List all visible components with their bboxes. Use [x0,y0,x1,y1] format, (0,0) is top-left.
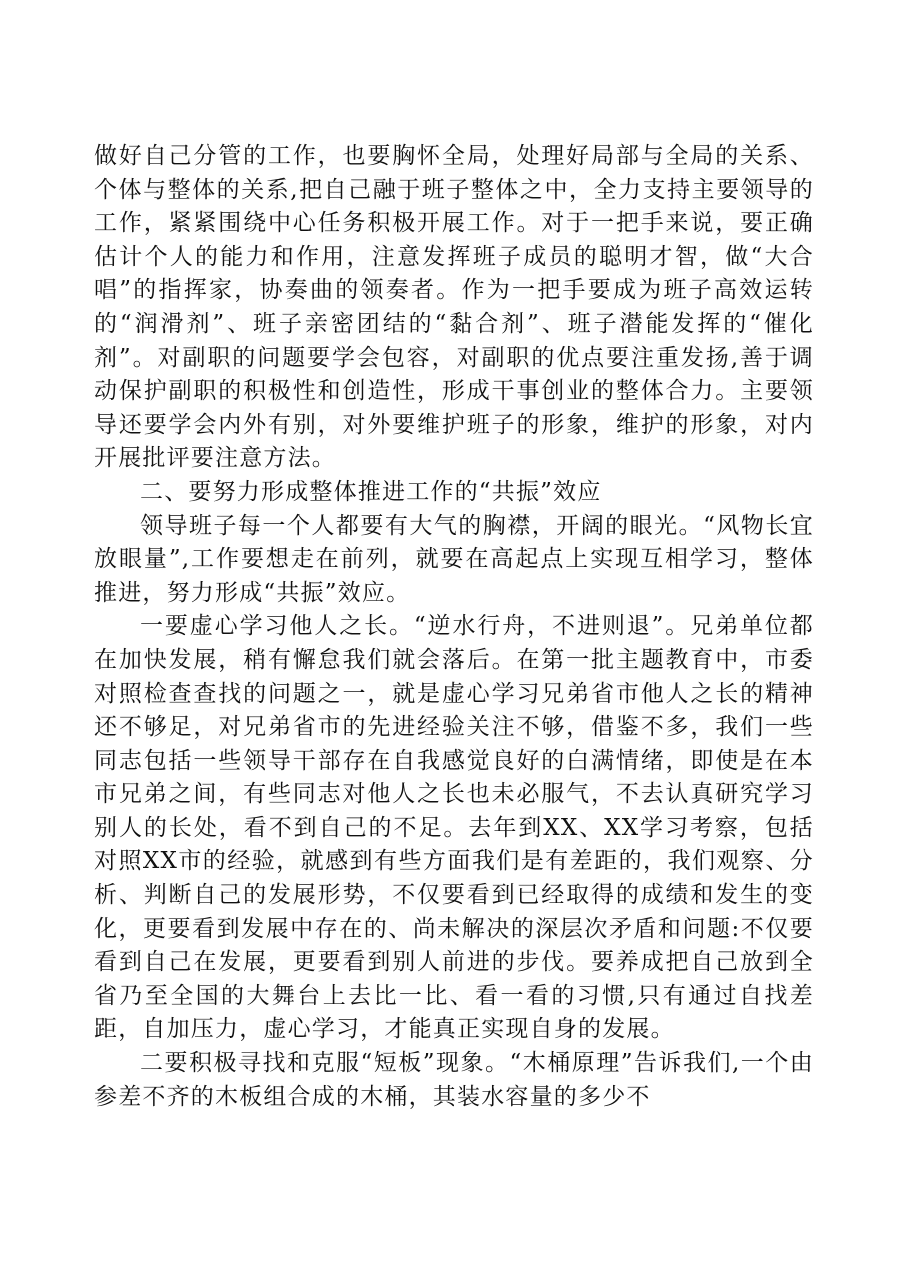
paragraph-learn-from-others: 一要虚心学习他人之长。“逆水行舟，不进则退”。兄弟单位都在加快发展，稍有懈怠我们就会落后。在第一批主题教育中，市委对照检查查找的问题之一，就是虚心学习兄弟省市他人之长的精神还不够足，对兄弟省市的先进经验关注不够，借鉴不多，我们一些同志包括一些领导干部存在自我感觉良好的白满情绪，即使是在本市兄弟之间，有些同志对他人之长也未必服气，不去认真研究学习别人的长处，看不到自己的不足。去年到XX、XX学习考察，包括对照XX市的经验，就感到有些方面我们是有差距的，我们观察、分析、判断自己的发展形势，不仅要看到已经取得的成绩和发生的变化，更要看到发展中存在的、尚未解决的深层次矛盾和问题:不仅要看到自己在发展，更要看到别人前进的步伐。要养成把自己放到全省乃至全国的大舞台上去比一比、看一看的习惯,只有通过自找差距，自加压力，虚心学习，才能真正实现自身的发展。 [94,613,814,1043]
paragraph-leadership-cooperation: 做好自己分管的工作，也要胸怀全局，处理好局部与全局的关系、个体与整体的关系,把自己融于班子整体之中，全力支持主要领导的工作，紧紧围绕中心任务积极开展工作。对于一把手来说，要正确估计个人的能力和作用，注意发挥班子成员的聪明才智，做“大合唱”的指挥家，协奏曲的领奏者。作为一把手要成为班子高效运转的“润滑剂”、班子亲密团结的“黏合剂”、班子潜能发挥的“催化剂”。对副职的问题要学会包容，对副职的优点要注重发扬,善于调动保护副职的积极性和创造性，形成干事创业的整体合力。主要领导还要学会内外有别，对外要维护班子的形象，维护的形象，对内开展批评要注意方法。 [94,143,814,472]
section-heading-resonance: 二、要努力形成整体推进工作的“共振”效应 [140,478,602,505]
document-body [94,140,814,1114]
paragraph-broad-vision: 领导班子每一个人都要有大气的胸襟，开阔的眼光。“风物长宜放眼量”,工作要想走在前列，就要在高起点上实现互相学习，整体推进，努力形成“共振”效应。 [94,512,814,606]
paragraph-short-board: 二要积极寻找和克服“短板”现象。“木桶原理”告诉我们,一个由参差不齐的木板组合成的木桶，其装水容量的多少不 [94,1050,814,1110]
